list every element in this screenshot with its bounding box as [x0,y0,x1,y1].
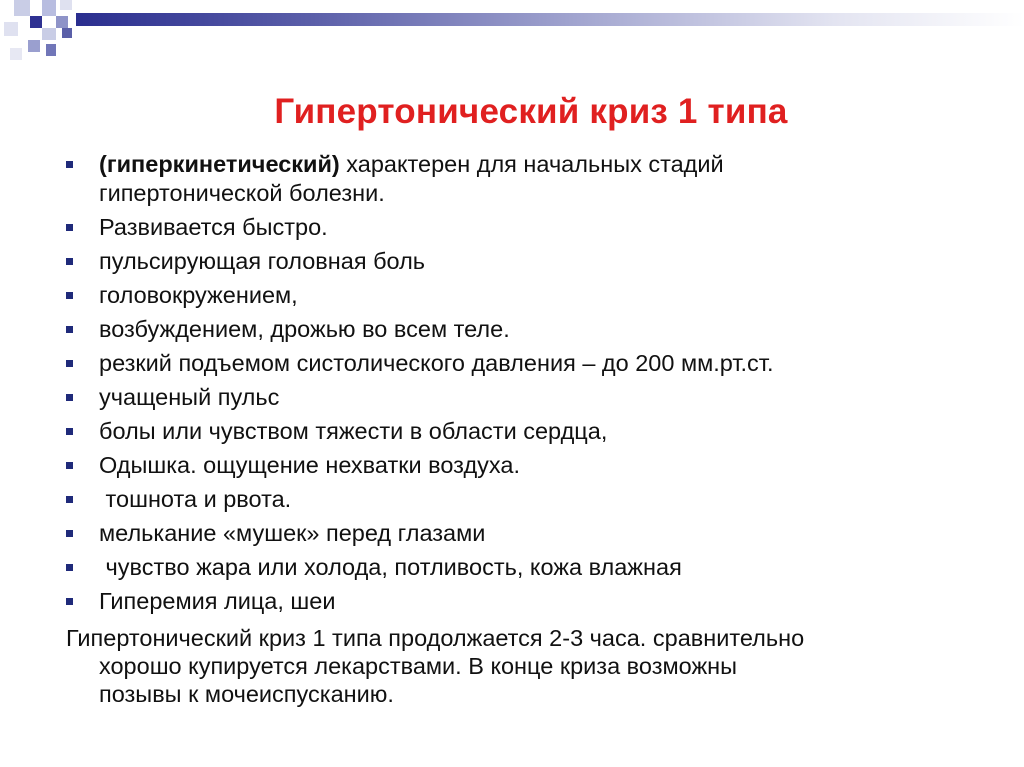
square-bullet-icon [66,258,73,265]
bullet-item [66,315,966,344]
decorative-square [42,28,56,40]
bullet-text: пульсирующая головная боль [99,248,426,274]
square-bullet-icon [66,394,73,401]
decorative-square [14,0,30,16]
decorative-square [10,48,22,60]
square-bullet-icon [66,462,73,469]
decorative-square [56,16,68,28]
bullet-text: болы или чувством тяжести в области сердца, [99,418,608,444]
bullet-text: тошнота и рвота. [99,486,292,512]
square-bullet-icon [66,292,73,299]
square-bullet-icon [66,564,73,571]
bullet-item [66,553,966,582]
square-bullet-icon [66,530,73,537]
bullet-item [66,587,966,616]
bullet-text: учащеный пульс [99,384,280,410]
bullet-item [66,485,966,514]
decorative-square [60,0,72,10]
bullet-text: мелькание «мушек» перед глазами [99,520,486,546]
summary-paragraph [66,624,986,708]
slide-title: Гипертонический криз 1 типа [274,92,788,131]
decorative-square [30,16,42,28]
decorative-square [4,22,18,36]
summary-line: позывы к мочеиспусканию. [99,681,394,707]
decorative-square [62,28,72,38]
summary-line: хорошо купируется лекарствами. В конце криза возможны [99,653,738,679]
bullet-item [66,150,966,208]
square-bullet-icon [66,428,73,435]
header-gradient-bar [76,13,1024,26]
bullet-emphasis: (гиперкинетический) [99,151,340,177]
bullet-item [66,383,966,412]
bullet-text: Гиперемия лица, шеи [99,588,336,614]
bullet-list [66,150,966,621]
decorative-square [42,0,56,16]
bullet-text: Одышка. ощущение нехватки воздуха. [99,452,520,478]
square-bullet-icon [66,360,73,367]
bullet-item [66,417,966,446]
bullet-item [66,519,966,548]
bullet-continuation: гипертонической болезни. [99,180,385,206]
bullet-item [66,349,966,378]
square-bullet-icon [66,496,73,503]
square-bullet-icon [66,598,73,605]
bullet-text: резкий подъемом систолического давления – до 200 мм.рт.ст. [99,350,774,376]
bullet-item [66,281,966,310]
bullet-text: головокружением, [99,282,298,308]
bullet-text: Развивается быстро. [99,214,328,240]
bullet-item [66,451,966,480]
bullet-text: характерен для начальных стадий [339,151,724,177]
bullet-text: возбуждением, дрожью во всем теле. [99,316,510,342]
summary-line: Гипертонический криз 1 типа продолжается 2-3 часа. сравнительно [66,625,805,651]
decorative-square [46,44,56,56]
decorative-square [28,40,40,52]
bullet-text: чувство жара или холода, потливость, кожа влажная [99,554,682,580]
bullet-item [66,213,966,242]
square-bullet-icon [66,326,73,333]
square-bullet-icon [66,224,73,231]
bullet-item [66,247,966,276]
square-bullet-icon [66,161,73,168]
